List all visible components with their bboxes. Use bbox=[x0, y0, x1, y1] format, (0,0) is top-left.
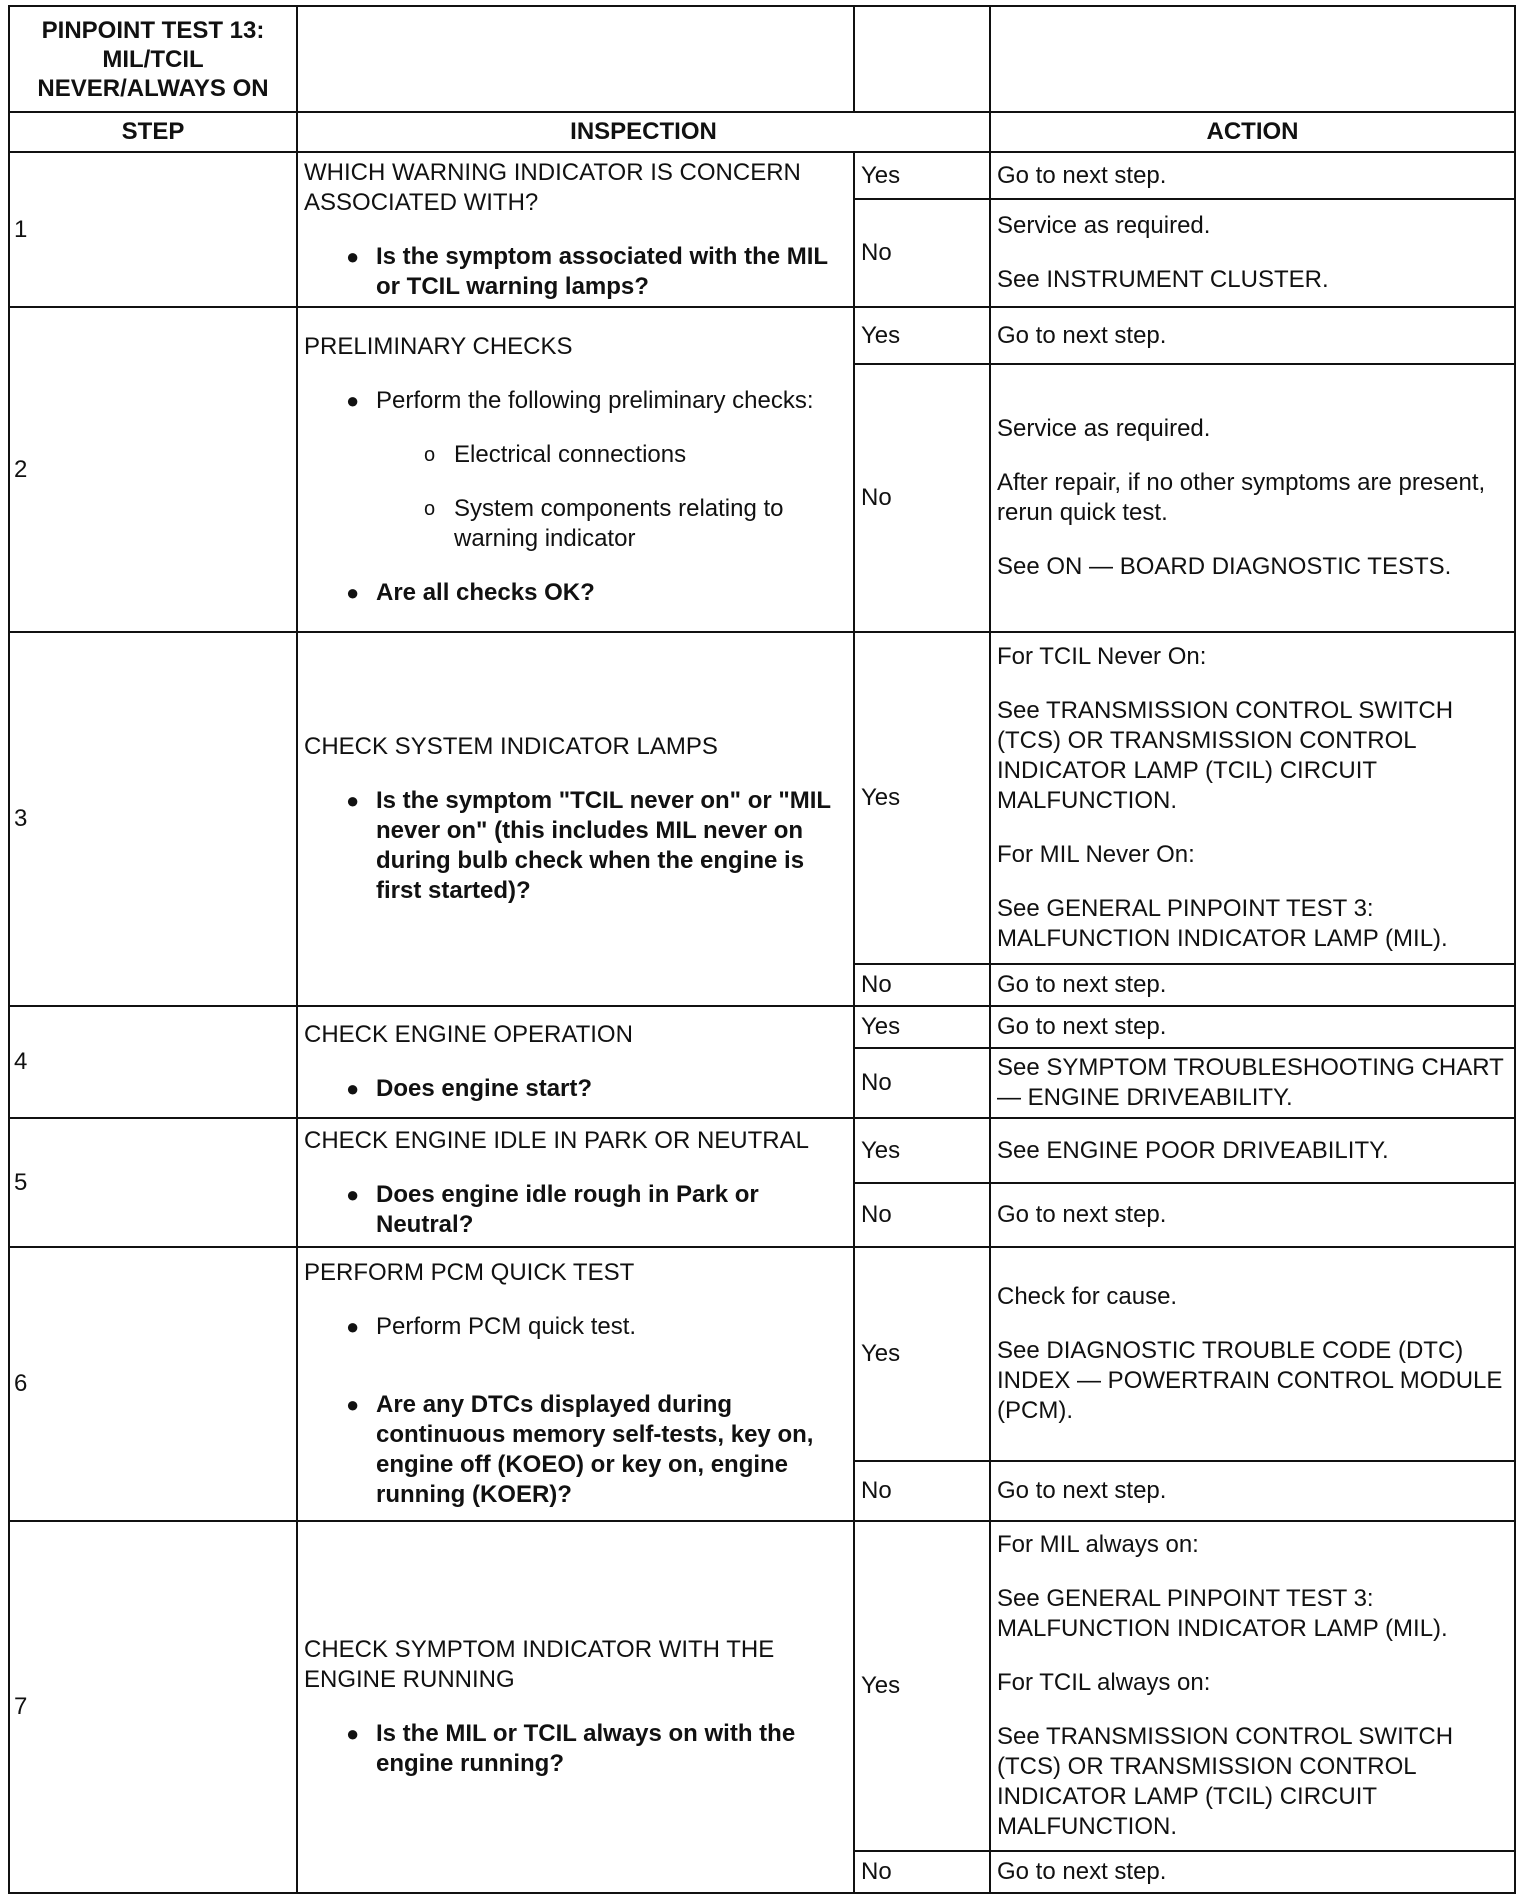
bullet-icon: ● bbox=[346, 579, 360, 605]
step-heading: CHECK ENGINE OPERATION bbox=[304, 1021, 633, 1048]
yes-label: Yes bbox=[854, 152, 990, 199]
step-number: 1 bbox=[9, 152, 297, 307]
yes-label: Yes bbox=[854, 632, 990, 964]
step-7-yes-row bbox=[9, 1521, 1515, 1851]
yes-action: See ENGINE POOR DRIVEABILITY. bbox=[990, 1118, 1515, 1183]
circle-bullet-icon: o bbox=[424, 443, 436, 466]
pinpoint-test-document bbox=[8, 5, 1516, 1894]
title-row bbox=[9, 6, 1515, 112]
pinpoint-test-table bbox=[8, 5, 1516, 1894]
step-4-yes-row bbox=[9, 1006, 1515, 1048]
step-question: ● Is the symptom associated with the MIL or TCIL warning lamps? bbox=[346, 242, 828, 300]
sub-bullet-item: o Electrical connections bbox=[424, 440, 687, 468]
step-heading: CHECK SYMPTOM INDICATOR WITH THE ENGINE RUNNING bbox=[304, 1636, 775, 1693]
step-number: 7 bbox=[9, 1521, 297, 1893]
no-label: No bbox=[854, 1461, 990, 1521]
step-7-inspection bbox=[297, 1521, 854, 1893]
step-heading: CHECK ENGINE IDLE IN PARK OR NEUTRAL bbox=[304, 1126, 809, 1154]
no-label: No bbox=[854, 364, 990, 632]
title-blank-cell bbox=[297, 6, 854, 112]
step-heading: CHECK SYSTEM INDICATOR LAMPS bbox=[304, 733, 718, 760]
yes-label: Yes bbox=[854, 1247, 990, 1461]
no-label: No bbox=[854, 964, 990, 1006]
step-1-yes-row bbox=[9, 152, 1515, 199]
step-4-inspection bbox=[297, 1006, 854, 1118]
header-row bbox=[9, 112, 1515, 152]
bullet-icon: ● bbox=[346, 1076, 360, 1101]
bullet-icon: ● bbox=[346, 788, 360, 813]
yes-action: Go to next step. bbox=[990, 152, 1515, 199]
circle-bullet-icon: o bbox=[424, 497, 436, 520]
bullet-icon: ● bbox=[346, 1181, 360, 1207]
step-number: 3 bbox=[9, 632, 297, 1006]
yes-action: Go to next step. bbox=[990, 1006, 1515, 1048]
yes-label: Yes bbox=[854, 1118, 990, 1183]
step-3-yes-row bbox=[9, 632, 1515, 964]
step-number: 6 bbox=[9, 1247, 297, 1521]
bullet-icon: ● bbox=[346, 1314, 360, 1339]
step-2-yes-row bbox=[9, 307, 1515, 364]
bullet-icon: ● bbox=[346, 387, 360, 413]
no-action: Go to next step. bbox=[990, 1851, 1515, 1893]
step-question: ● Are all checks OK? bbox=[346, 578, 595, 606]
step-1-inspection bbox=[297, 152, 854, 307]
inspection-header: INSPECTION bbox=[297, 112, 990, 152]
bullet-icon: ● bbox=[346, 1392, 360, 1417]
test-title: PINPOINT TEST 13: MIL/TCIL NEVER/ALWAYS ON bbox=[9, 6, 297, 112]
no-action: Service as required. After repair, if no other symptoms are present, rerun quick test. See ON — BOARD DIAGNOSTIC TESTS. bbox=[990, 364, 1515, 632]
title-blank-cell bbox=[854, 6, 990, 112]
yes-action: For TCIL Never On: See TRANSMISSION CONTROL SWITCH (TCS) OR TRANSMISSION CONTROL INDICATOR LAMP (TCIL) CIRCUIT MALFUNCTION. For MIL Never On: See GENERAL PINPOINT TEST 3: MALFUNCTION INDICATOR LAMP (MIL). bbox=[990, 632, 1515, 964]
step-question: ● Is the symptom "TCIL never on" or "MIL never on" (this includes MIL never on during bulb check when the engine is first started)? bbox=[346, 787, 831, 904]
yes-action: Check for cause. See DIAGNOSTIC TROUBLE CODE (DTC) INDEX — POWERTRAIN CONTROL MODULE (PCM). bbox=[990, 1247, 1515, 1461]
bullet-item: ● Perform the following preliminary checks: bbox=[346, 386, 814, 414]
sub-bullet-item: o System components relating to warning indicator bbox=[424, 494, 784, 552]
no-label: No bbox=[854, 1183, 990, 1247]
yes-label: Yes bbox=[854, 307, 990, 364]
step-6-inspection bbox=[297, 1247, 854, 1521]
yes-label: Yes bbox=[854, 1006, 990, 1048]
no-action: Go to next step. bbox=[990, 1461, 1515, 1521]
step-6-yes-row bbox=[9, 1247, 1515, 1461]
step-5-inspection bbox=[297, 1118, 854, 1247]
no-label: No bbox=[854, 1048, 990, 1118]
bullet-icon: ● bbox=[346, 243, 360, 269]
bullet-icon: ● bbox=[346, 1721, 360, 1746]
step-2-inspection bbox=[297, 307, 854, 632]
no-action: Go to next step. bbox=[990, 964, 1515, 1006]
step-question: ● Is the MIL or TCIL always on with the engine running? bbox=[346, 1720, 796, 1777]
step-number: 2 bbox=[9, 307, 297, 632]
no-label: No bbox=[854, 199, 990, 307]
yes-label: Yes bbox=[854, 1521, 990, 1851]
step-heading: PERFORM PCM QUICK TEST bbox=[304, 1259, 635, 1286]
step-number: 5 bbox=[9, 1118, 297, 1247]
step-3-inspection bbox=[297, 632, 854, 1006]
title-blank-cell bbox=[990, 6, 1515, 112]
no-action: Go to next step. bbox=[990, 1183, 1515, 1247]
step-heading: WHICH WARNING INDICATOR IS CONCERN ASSOCIATED WITH? bbox=[304, 158, 801, 216]
step-question: ● Does engine start? bbox=[346, 1075, 593, 1102]
no-label: No bbox=[854, 1851, 990, 1893]
step-question: ● Are any DTCs displayed during continuous memory self-tests, key on, engine off (KOEO) or key on, engine running (KOER)? bbox=[346, 1391, 814, 1508]
no-action: Service as required. See INSTRUMENT CLUSTER. bbox=[990, 199, 1515, 307]
bullet-item: ● Perform PCM quick test. bbox=[346, 1313, 637, 1340]
step-number: 4 bbox=[9, 1006, 297, 1118]
yes-action: For MIL always on: See GENERAL PINPOINT TEST 3: MALFUNCTION INDICATOR LAMP (MIL). For TCIL always on: See TRANSMISSION CONTROL SWITCH (TCS) OR TRANSMISSION CONTROL INDICATOR LAMP (TCIL) CIRCUIT MALFUNCTION. bbox=[990, 1521, 1515, 1851]
action-header: ACTION bbox=[990, 112, 1515, 152]
step-5-yes-row bbox=[9, 1118, 1515, 1183]
step-header: STEP bbox=[9, 112, 297, 152]
step-heading: PRELIMINARY CHECKS bbox=[304, 332, 573, 360]
yes-action: Go to next step. bbox=[990, 307, 1515, 364]
no-action: See SYMPTOM TROUBLESHOOTING CHART — ENGINE DRIVEABILITY. bbox=[990, 1048, 1515, 1118]
step-question: ● Does engine idle rough in Park or Neutral? bbox=[346, 1180, 759, 1238]
